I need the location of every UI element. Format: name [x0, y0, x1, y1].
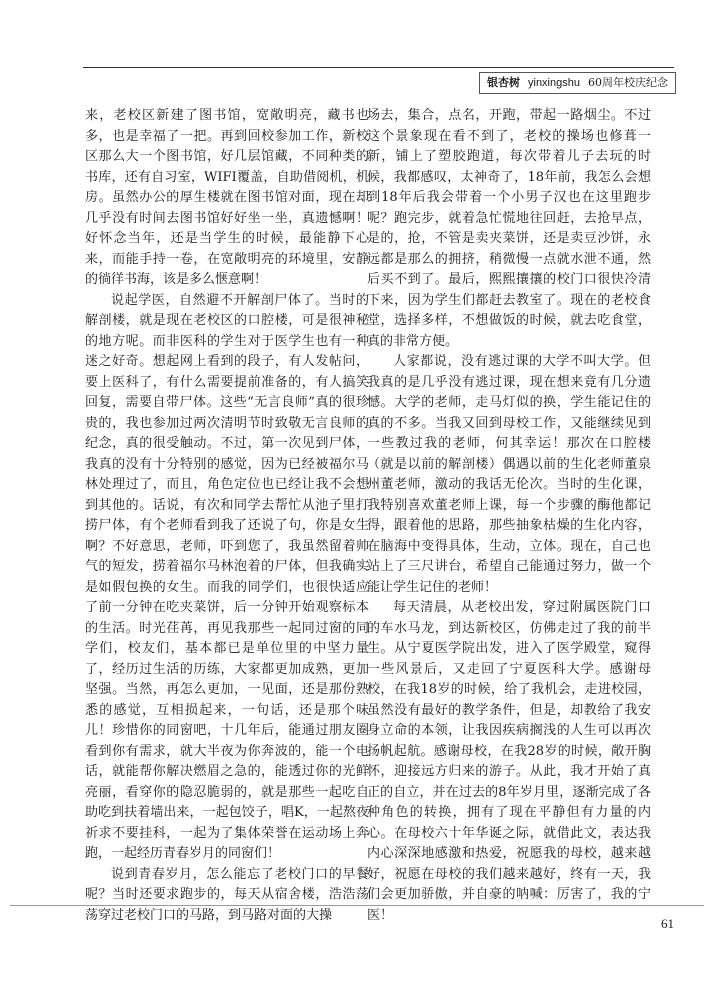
header-subtitle: 60周年校庆纪念: [587, 76, 668, 89]
paragraph: 说起学医，自然避不开解剖尸体了。当时的解剖楼，就是现在老校区的口腔楼，可是很神秘的地方呢。而非医科的学生对于医学生也有一种迷之好奇。想起网上看到的段子，有人发帖问，要上医科了，有什么需要提前准备的，有人搞笑回复，需要自带尸体。这些“无言良师”真的很珍贵的，我也参加过两次清明节时致敬无言良师的纪念，真的很受触动。不过，第一次见到尸体，我真的没有十分特别的感觉，因为已经被福尔马林处理过了，而且，角色定位也已经让我不会想到其他的。话说，有次和同学去帮忙从池子里打捞尸体，有个老师看到我了还说了句，你是女生啊？不好意思，老师，吓到您了，我虽然留着帅气的短发，捞着福尔马林泡着的尸体，但我确实是如假包换的女生。而我的同学们，也很快适应了前一分钟在吃夹菜饼，后一分钟开始观察标本的生活。时光荏苒，再见我那些一起同过窗的同学们，校友们，基本都已是单位里的中坚力量了，经历过生活的历练，大家都更加成熟，更加坚强。当然，再怎么更加，一见面，还是那份熟悉的感觉，互相损起来，一句话，还是那个味儿！珍惜你的同窗吧，十几年后，能通过朋友圈看到你有需求，就大半夜为你奔波的，能一个电话，就能帮你解决燃眉之急的，能透过你的光鲜亮丽，看穿你的隐忍脆弱的，就是那些一起吃自助吃到扶着墙出来，一起包饺子，唱K，一起熬夜祈求不要挂科，一起为了集体荣誉在运动场上奔跑，一起经历青春岁月的同窗们！: [85, 292, 369, 861]
paragraph: 来，老校区新建了图书馆，宽敞明亮，藏书也多，也是幸福了一把。再到回校参加工作，新校区那么大一个图书馆，好几层馆藏，不同种类的书库，还有自习室，WIFI覆盖，自助借阅机，机房。虽然办公的厚生楼就在图书馆对面，现在却几乎没有时间去图书馆好好坐一坐，真遗憾啊！好怀念当年，还是当学生的时候，最能静下心来，而能手持一卷，在宽敞明亮的环境里，安静的徜徉书海，该是多么惬意啊！: [85, 108, 369, 287]
left-column: [85, 106, 369, 923]
paragraph: 场去，集合，点名，开跑，带起一路烟尘。不过这个景象现在看不到了，老校的操场也修葺一新，铺上了塑胶跑道，每次带着儿子去玩的时候，我都感叹，太神奇了，18年前，我怎么会想到18年后我会带着一个小男子汉也在这里跑步呢？跑完步，就着急忙慌地往回赶，去抢早点，是的，抢，不管是卖夹菜饼，还是卖豆沙饼，永远都是那么的拥挤，稍微慢一点就水泄不通，然后买不到了。最后，熙熙攘攘的校门口很快冷清下来，因为学生们都赶去教室了。现在的老校食堂，选择多样，不想做饭的时候，就去吃食堂，真的非常方便。: [367, 108, 651, 349]
footer-rule: [10, 905, 704, 906]
header-rule: [83, 67, 674, 68]
paragraph: 说到青春岁月，怎么能忘了老校门口的早餐呢？当时还要求跑步的，每天从宿舍楼，浩浩荡荡穿过老校门口的马路，到马路对面的大操: [85, 866, 369, 923]
page-number: 61: [661, 916, 674, 931]
header-brand: 银杏树: [487, 76, 520, 89]
paragraph: 人家都说，没有逃过课的大学不叫大学。但我真的是几乎没有逃过课，现在想来竟有几分遗憾。大学的老师，走马灯似的换，学生能记住的真的不多。当我又回到母校工作，又能继续见到一些教过我的老师，何其幸运！那次在口腔楼（就是以前的解剖楼）偶遇以前的生化老师董泉州董老师，激动的我话无伦次。当时的生化课，我特别喜欢董老师上课，每一个步骤的酶他都记得，跟着他的思路，那些抽象枯燥的生化内容，在脑海中变得具体，生动，立体。现在，自己也站上了三尺讲台，希望自己能通过努力，做一个能让学生记住的老师！: [367, 354, 651, 595]
running-header: [479, 72, 676, 94]
right-column: [367, 106, 651, 923]
paragraph: 每天清晨，从老校出发，穿过附属医院门口的车水马龙，到达新校区，仿佛走过了我的前半生。从宁夏医学院出发，进入了医学殿堂，窥得一些风景后，又走回了宁夏医科大学。感谢母校，在我18岁的时候，给了我机会，走进校园，虽然没有最好的教学条件，但是，却教给了我安身立命的本领，让我因疾病搁浅的人生可以再次扬帆起航。感谢母校，在我28岁的时候，敞开胸怀，迎接远方归来的游子。从此，我才开始了真正的自立，并在过去的8年岁月里，逐渐完成了各种角色的转换，拥有了现在平静但有力量的内心。在母校六十年华诞之际，就借此文，表达我内心深深地感激和热爱，祝愿我的母校，越来越好，祝愿在母校的我们越来越好，终有一天，我们会更加骄傲，并自豪的呐喊：厉害了，我的宁医！: [367, 600, 651, 923]
header-brand-en: yinxingshu: [528, 77, 580, 89]
